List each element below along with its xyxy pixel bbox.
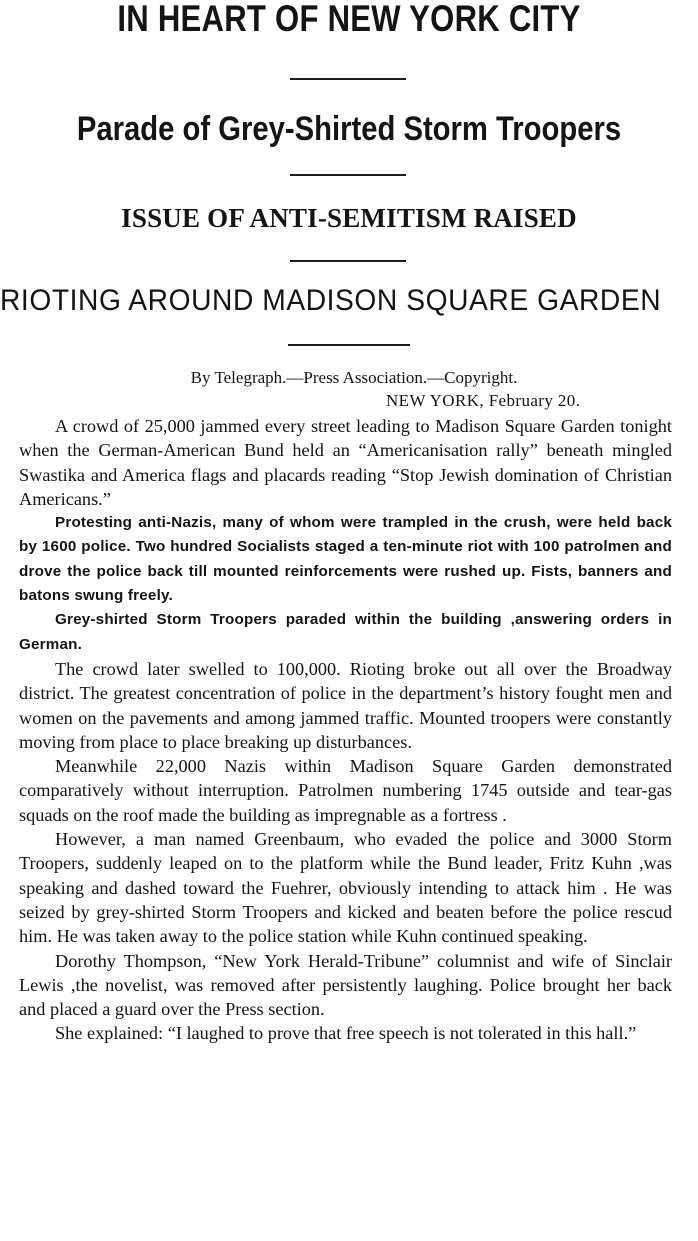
main-headline: IN HEART OF NEW YORK CITY <box>117 0 581 39</box>
paragraph: Meanwhile 22,000 Nazis within Madison Square Garden demonstrated comparatively without interruption. Patrolmen numbering 1745 outside and tear-gas squads on the roof made the building as impregnable as a fortress . <box>19 756 672 825</box>
headline-divider <box>288 344 410 346</box>
byline: By Telegraph.—Press Association.—Copyright. <box>190 368 518 387</box>
paragraph: Protesting anti-Nazis, many of whom were trampled in the crush, were held back by 1600 police. Two hundred Socialists staged a ten-minute riot with 100 patrolmen and drove the police back till mounted reinforcements were rushed up. Fists, banners and batons swung freely. <box>19 514 672 605</box>
headline-divider <box>290 260 406 262</box>
paragraph: She explained: “I laughed to prove that free speech is not tolerated in this hall.” <box>55 1023 637 1044</box>
subheadline-storm-troopers: Parade of Grey-Shirted Storm Troopers <box>76 110 622 148</box>
paragraph: Dorothy Thompson, “New York Herald-Tribune” columnist and wife of Sinclair Lewis ,the novelist, was removed after persistently laughing. Police brought her back and placed a guard over the Press section. <box>19 950 672 1020</box>
paragraph: The crowd later swelled to 100,000. Rioting broke out all over the Broadway district. The greatest concentration of police in the department’s history fought men and women on the pavements and among jammed traffic. Mounted troopers were constantly moving from place to place breaking up disturbances. <box>19 658 672 752</box>
paragraph: Grey-shirted Storm Troopers paraded within the building ,answering orders in German. <box>19 611 672 653</box>
dateline: NEW YORK, February 20. <box>386 391 581 410</box>
subheadline-rioting: RIOTING AROUND MADISON SQUARE GARDEN <box>0 284 662 317</box>
article-body <box>19 414 672 1046</box>
headline-divider <box>290 174 406 176</box>
subheadline-anti-semitism: ISSUE OF ANTI-SEMITISM RAISED <box>121 203 577 233</box>
paragraph: However, a man named Greenbaum, who evaded the police and 3000 Storm Troopers, suddenly leaped on to the platform while the Bund leader, Fritz Kuhn ,was speaking and dashed toward the Fuehrer, obviously intending to attack him . He was seized by grey-shirted Storm Troopers and kicked and beaten before the police rescud him. He was taken away to the police station while Kuhn continued speaking. <box>19 829 672 947</box>
paragraph: A crowd of 25,000 jammed every street leading to Madison Square Garden tonight when the German-American Bund held an “Americanisation rally” beneath mingled Swastika and America flags and placards reading “Stop Jewish domination of Christian Americans.” <box>19 416 672 509</box>
headline-divider <box>290 78 406 80</box>
